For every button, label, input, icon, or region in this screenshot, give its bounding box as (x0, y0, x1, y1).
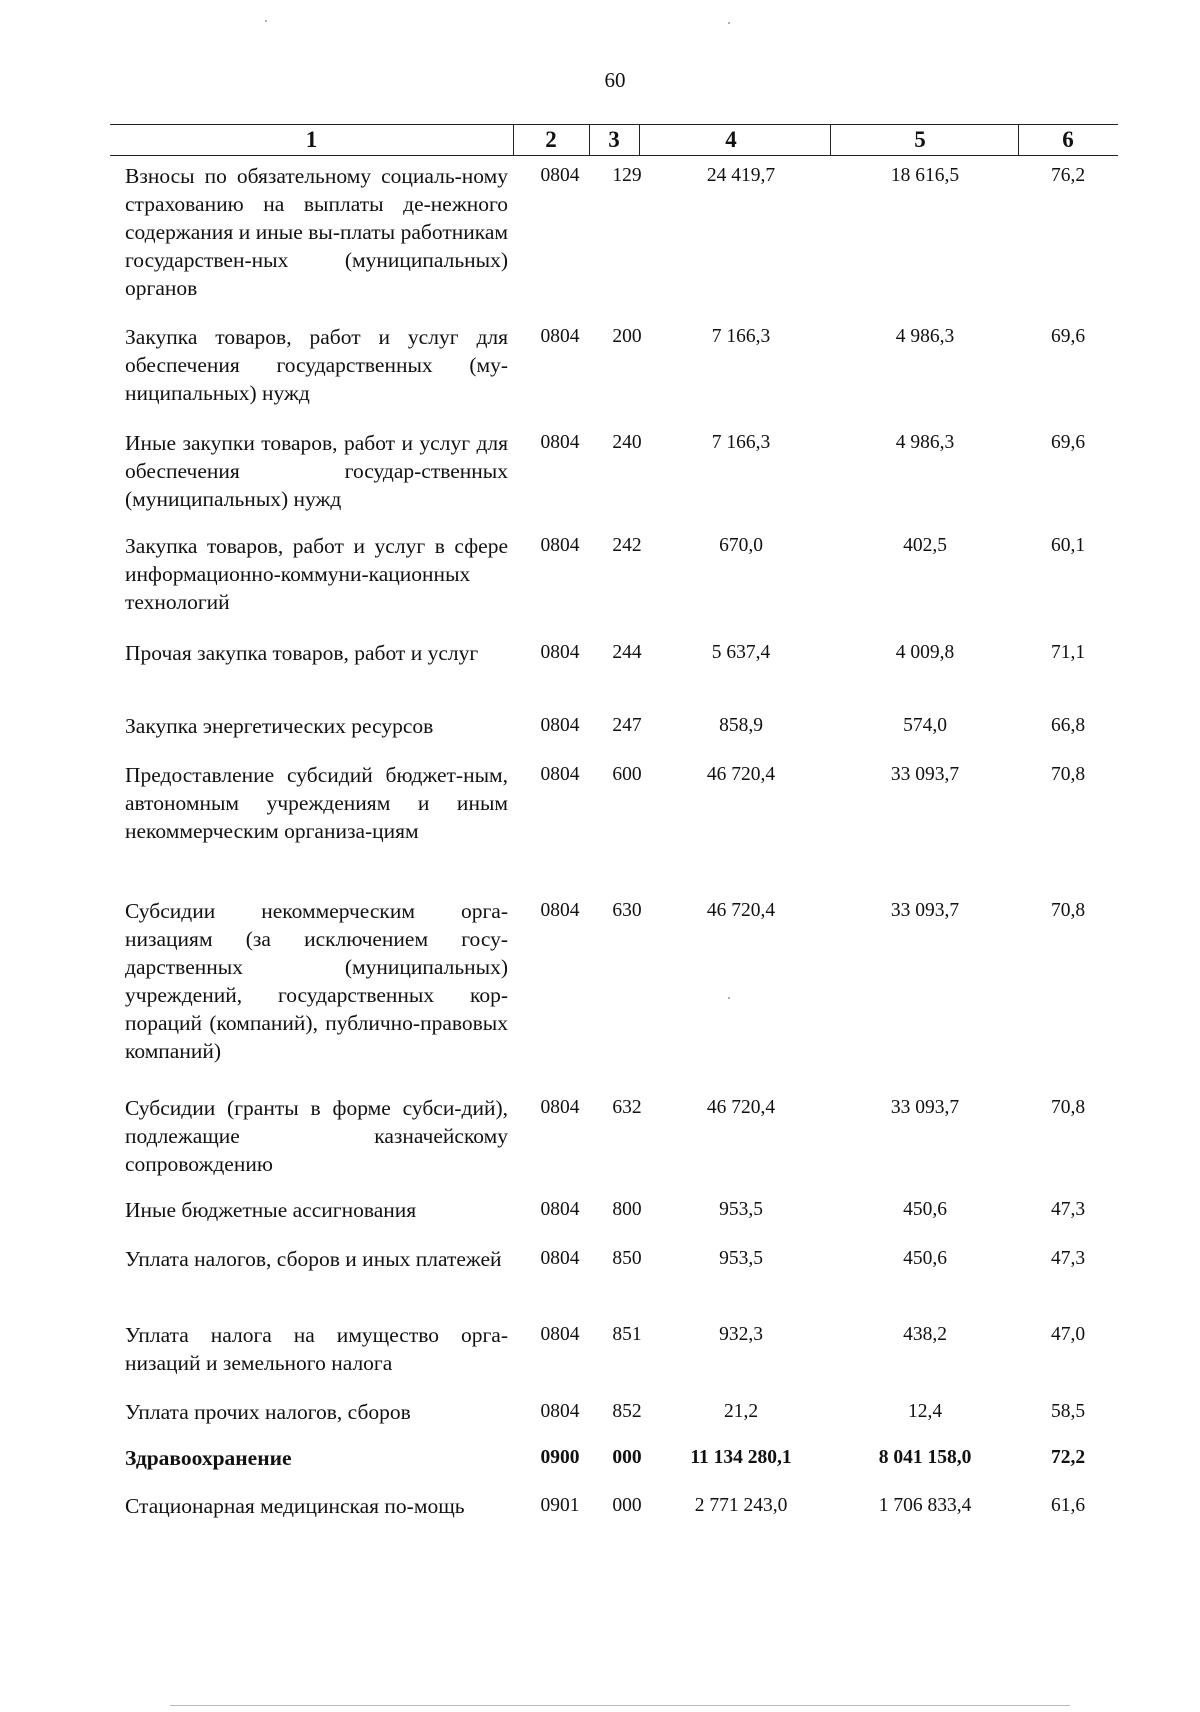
row-cell-c2: 0804 (540, 165, 580, 186)
row-cell-c3: 242 (612, 535, 642, 556)
header-col-4: 4 (725, 127, 737, 152)
row-cell-c3: 600 (612, 764, 642, 785)
row-cell-c2: 0901 (540, 1495, 580, 1516)
row-cell-c6: 47,0 (1050, 1324, 1086, 1345)
row-cell-c5: 4 986,3 (895, 432, 955, 453)
row-cell-c2: 0804 (540, 764, 580, 785)
row-cell-c2: 0804 (540, 900, 580, 921)
row-cell-c6: 71,1 (1050, 642, 1086, 663)
row-cell-c5: 33 093,7 (890, 900, 960, 921)
row-cell-c5: 4 986,3 (895, 326, 955, 347)
row-cell-c3: 244 (612, 642, 642, 663)
row-cell-c4: 953,5 (719, 1199, 763, 1220)
row-cell-c6: 66,8 (1050, 715, 1086, 736)
row-cell-c6: 60,1 (1050, 535, 1086, 556)
row-cell-c2: 0804 (540, 1199, 580, 1220)
row-label: Закупка энергетических ресурсов (125, 714, 434, 738)
row-cell-c3: 800 (612, 1199, 642, 1220)
page-number: 60 (604, 68, 626, 92)
row-cell-c3: 247 (612, 715, 642, 736)
row-cell-c6: 70,8 (1050, 900, 1086, 921)
row-cell-c4: 2 771 243,0 (694, 1495, 788, 1516)
row-label: Предоставление субсидий бюджет-ным, автономным учреждениям и иным некоммерческим организа-циям (125, 763, 508, 843)
row-cell-c4: 670,0 (719, 535, 763, 556)
row-cell-c4: 7 166,3 (711, 326, 771, 347)
row-label: Субсидии некоммерческим орга-низациям (за исключением госу-дарственных (муниципальных) учреждений, государственных кор-пораций (компаний), публично-правовых компаний) (125, 899, 508, 1063)
row-cell-c5: 33 093,7 (890, 764, 960, 785)
row-label: Уплата прочих налогов, сборов (125, 1400, 411, 1424)
row-cell-c2: 0804 (540, 1401, 580, 1422)
row-cell-c3: 850 (612, 1248, 642, 1269)
row-cell-c6: 72,2 (1050, 1447, 1086, 1468)
row-cell-c5: 12,4 (907, 1401, 943, 1422)
row-cell-c6: 76,2 (1050, 165, 1086, 186)
row-cell-c3: 200 (612, 326, 642, 347)
row-label: Иные закупки товаров, работ и услуг для обеспечения государ-ственных (муниципальных) нужд (125, 431, 508, 511)
row-cell-c4: 858,9 (719, 715, 763, 736)
row-cell-c2: 0804 (540, 432, 580, 453)
row-cell-c5: 438,2 (903, 1324, 947, 1345)
row-cell-c5: 450,6 (903, 1248, 947, 1269)
header-col-1: 1 (305, 127, 318, 152)
row-cell-c6: 47,3 (1050, 1199, 1086, 1220)
row-cell-c6: 69,6 (1050, 326, 1086, 347)
row-cell-c3: 240 (612, 432, 642, 453)
row-cell-c4: 24 419,7 (706, 165, 776, 186)
row-cell-c4: 7 166,3 (711, 432, 771, 453)
row-cell-c2: 0804 (540, 1097, 580, 1118)
row-cell-c2: 0804 (540, 1324, 580, 1345)
header-col-3: 3 (608, 127, 620, 152)
scan-speck (728, 22, 730, 24)
row-cell-c5: 4 009,8 (895, 642, 955, 663)
row-cell-c3: 851 (612, 1324, 642, 1345)
row-label: Прочая закупка товаров, работ и услуг (125, 641, 479, 665)
row-cell-c4: 5 637,4 (711, 642, 771, 663)
row-cell-c6: 70,8 (1050, 1097, 1086, 1118)
row-cell-c4: 46 720,4 (706, 900, 776, 921)
row-label: Закупка товаров, работ и услуг в сфере информационно-коммуни-кационных технологий (125, 534, 508, 614)
row-cell-c4: 46 720,4 (706, 1097, 776, 1118)
row-cell-c5: 574,0 (903, 715, 947, 736)
row-cell-c3: 129 (612, 165, 642, 186)
row-cell-c3: 000 (612, 1447, 642, 1468)
row-cell-c2: 0804 (540, 715, 580, 736)
row-cell-c3: 630 (612, 900, 642, 921)
header-col-6: 6 (1062, 127, 1074, 152)
row-cell-c5: 8 041 158,0 (878, 1447, 972, 1468)
row-cell-c5: 33 093,7 (890, 1097, 960, 1118)
row-cell-c2: 0804 (540, 535, 580, 556)
footer-rule (170, 1705, 1070, 1706)
row-cell-c5: 402,5 (903, 535, 947, 556)
row-cell-c4: 11 134 280,1 (690, 1447, 792, 1468)
row-label: Уплата налогов, сборов и иных платежей (125, 1247, 502, 1271)
scan-speck (265, 20, 267, 22)
row-label: Закупка товаров, работ и услуг для обеспечения государственных (му-ниципальных) нужд (125, 325, 508, 405)
row-cell-c6: 69,6 (1050, 432, 1086, 453)
row-cell-c5: 18 616,5 (890, 165, 960, 186)
row-cell-c6: 47,3 (1050, 1248, 1086, 1269)
row-cell-c2: 0900 (540, 1447, 580, 1468)
row-cell-c3: 632 (612, 1097, 642, 1118)
row-cell-c4: 953,5 (719, 1248, 763, 1269)
row-label: Субсидии (гранты в форме субси-дий), подлежащие казначейскому сопровождению (125, 1096, 508, 1176)
row-cell-c3: 852 (612, 1401, 642, 1422)
row-cell-c3: 000 (612, 1495, 642, 1516)
row-cell-c6: 61,6 (1050, 1495, 1086, 1516)
row-cell-c4: 46 720,4 (706, 764, 776, 785)
row-label: Иные бюджетные ассигнования (125, 1198, 417, 1222)
row-cell-c6: 70,8 (1050, 764, 1086, 785)
row-label: Уплата налога на имущество орга-низаций и земельного налога (125, 1323, 508, 1375)
row-cell-c2: 0804 (540, 1248, 580, 1269)
row-cell-c2: 0804 (540, 326, 580, 347)
row-label: Здравоохранение (125, 1446, 292, 1470)
row-cell-c4: 932,3 (719, 1324, 763, 1345)
row-cell-c4: 21,2 (723, 1401, 759, 1422)
header-col-5: 5 (914, 127, 926, 152)
row-label: Стационарная медицинская по-мощь (125, 1494, 465, 1518)
row-cell-c6: 58,5 (1050, 1401, 1086, 1422)
scan-speck (728, 997, 730, 999)
row-cell-c5: 1 706 833,4 (878, 1495, 972, 1516)
row-cell-c2: 0804 (540, 642, 580, 663)
row-cell-c5: 450,6 (903, 1199, 947, 1220)
header-col-2: 2 (545, 127, 557, 152)
row-label: Взносы по обязательному социаль-ному страхованию на выплаты де-нежного содержания и иные вы-платы работникам государствен-ных (муниципальных) органов (125, 164, 508, 300)
